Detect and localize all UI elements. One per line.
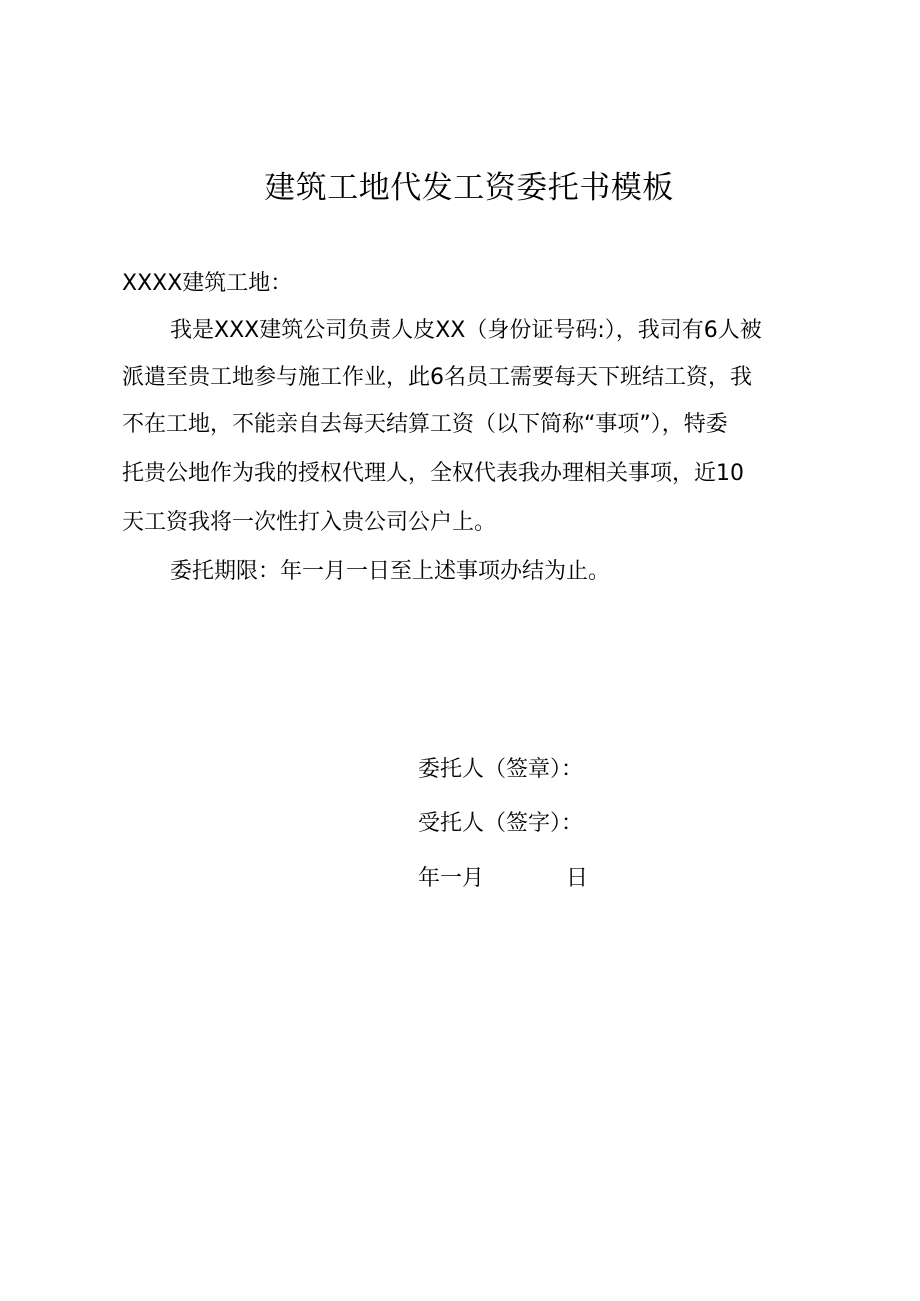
agent-signature-label: 受托人（签字）： bbox=[418, 811, 584, 836]
paragraph1-line-4: 托贵公地作为我的授权代理人，全权代表我办理相关事项，近10 bbox=[122, 461, 744, 486]
paragraph1-line-1: 我是XXX建筑公司负责人皮XX（身份证号码:），我司有6人被 bbox=[170, 318, 762, 343]
principal-signature-label: 委托人（签章）： bbox=[418, 757, 584, 782]
date-day: 日 bbox=[566, 866, 589, 891]
date-year-month: 年一月 bbox=[418, 866, 485, 891]
paragraph1-line-5: 天工资我将一次性打入贵公司公户上。 bbox=[122, 510, 497, 535]
salutation: XXXX建筑工地： bbox=[122, 271, 293, 296]
paragraph1-line-3: 不在工地，不能亲自去每天结算工资（以下简称“事项”），特委 bbox=[122, 412, 728, 437]
document-title: 建筑工地代发工资委托书模板 bbox=[264, 170, 674, 206]
paragraph1-line-2: 派遣至贵工地参与施工作业，此6名员工需要每天下班结工资，我 bbox=[122, 365, 752, 390]
paragraph2-term: 委托期限：年一月一日至上述事项办结为止。 bbox=[170, 559, 611, 584]
